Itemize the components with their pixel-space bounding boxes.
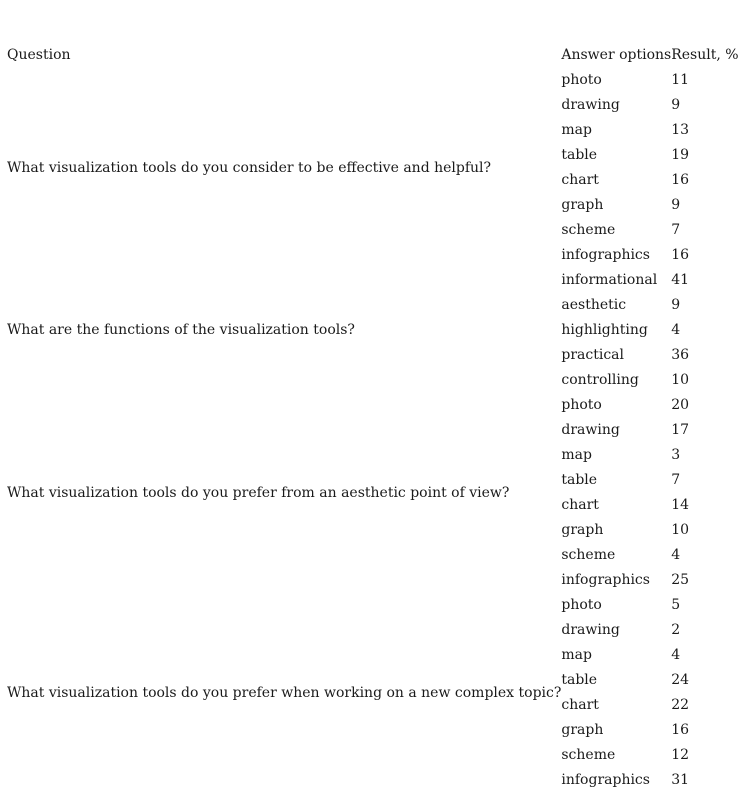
- result-cell: 10: [671, 372, 690, 388]
- result-cell: 9: [671, 97, 681, 113]
- table-row: [7, 393, 739, 418]
- table-body: [7, 68, 739, 793]
- answer-option-cell: aesthetic: [561, 297, 627, 313]
- result-cell: 36: [671, 347, 690, 363]
- answer-option-cell: graph: [561, 522, 604, 538]
- result-cell: 25: [671, 572, 690, 588]
- answer-option-cell: table: [561, 472, 598, 488]
- answer-option-cell: drawing: [561, 422, 620, 438]
- answer-option-cell: chart: [561, 172, 599, 188]
- answer-option-cell: infographics: [561, 247, 650, 263]
- result-cell: 5: [671, 597, 681, 613]
- answer-option-cell: drawing: [561, 622, 620, 638]
- answer-option-cell: scheme: [561, 222, 616, 238]
- result-cell: 16: [671, 722, 690, 738]
- result-cell: 12: [671, 747, 690, 763]
- result-cell: 41: [671, 272, 690, 288]
- result-cell: 7: [671, 222, 681, 238]
- result-cell: 11: [671, 72, 690, 88]
- question-cell: What visualization tools do you prefer when working on a new complex topic?: [7, 684, 562, 701]
- header-question: Question: [7, 47, 71, 63]
- answer-option-cell: photo: [561, 72, 602, 88]
- result-cell: 4: [671, 647, 681, 663]
- result-cell: 22: [671, 697, 690, 713]
- header-row: [7, 43, 739, 68]
- result-cell: 19: [671, 147, 690, 163]
- answer-option-cell: photo: [561, 597, 602, 613]
- answer-option-cell: chart: [561, 697, 599, 713]
- result-cell: 13: [671, 122, 690, 138]
- answer-option-cell: infographics: [561, 772, 650, 788]
- answer-option-cell: informational: [561, 272, 658, 288]
- result-cell: 20: [671, 397, 690, 413]
- answer-option-cell: controlling: [561, 372, 639, 388]
- answer-option-cell: map: [561, 447, 592, 463]
- answer-option-cell: map: [561, 647, 592, 663]
- result-cell: 3: [671, 447, 681, 463]
- answer-option-cell: highlighting: [561, 322, 648, 338]
- result-cell: 17: [671, 422, 690, 438]
- answer-option-cell: photo: [561, 397, 602, 413]
- result-cell: 14: [671, 497, 690, 513]
- survey-results-table: [7, 43, 739, 793]
- table-row: [7, 268, 739, 293]
- question-cell: What are the functions of the visualization tools?: [7, 322, 355, 338]
- result-cell: 31: [671, 772, 690, 788]
- header-result: Result, %: [671, 47, 739, 63]
- result-cell: 16: [671, 172, 690, 188]
- answer-option-cell: practical: [561, 347, 624, 363]
- answer-option-cell: map: [561, 122, 592, 138]
- answer-option-cell: scheme: [561, 547, 616, 563]
- result-cell: 7: [671, 472, 681, 488]
- table-row: [7, 593, 739, 618]
- answer-option-cell: graph: [561, 197, 604, 213]
- result-cell: 2: [671, 622, 681, 638]
- answer-option-cell: scheme: [561, 747, 616, 763]
- header-answer-options: Answer options: [561, 47, 672, 63]
- question-cell: What visualization tools do you prefer from an aesthetic point of view?: [7, 484, 510, 501]
- answer-option-cell: table: [561, 672, 598, 688]
- result-cell: 4: [671, 322, 681, 338]
- result-cell: 24: [671, 672, 690, 688]
- answer-option-cell: graph: [561, 722, 604, 738]
- table-row: [7, 68, 739, 93]
- answer-option-cell: chart: [561, 497, 599, 513]
- result-cell: 10: [671, 522, 690, 538]
- answer-option-cell: drawing: [561, 97, 620, 113]
- result-cell: 16: [671, 247, 690, 263]
- result-cell: 9: [671, 297, 681, 313]
- question-cell: What visualization tools do you consider to be effective and helpful?: [7, 159, 492, 176]
- result-cell: 9: [671, 197, 681, 213]
- result-cell: 4: [671, 547, 681, 563]
- answer-option-cell: table: [561, 147, 598, 163]
- answer-option-cell: infographics: [561, 572, 650, 588]
